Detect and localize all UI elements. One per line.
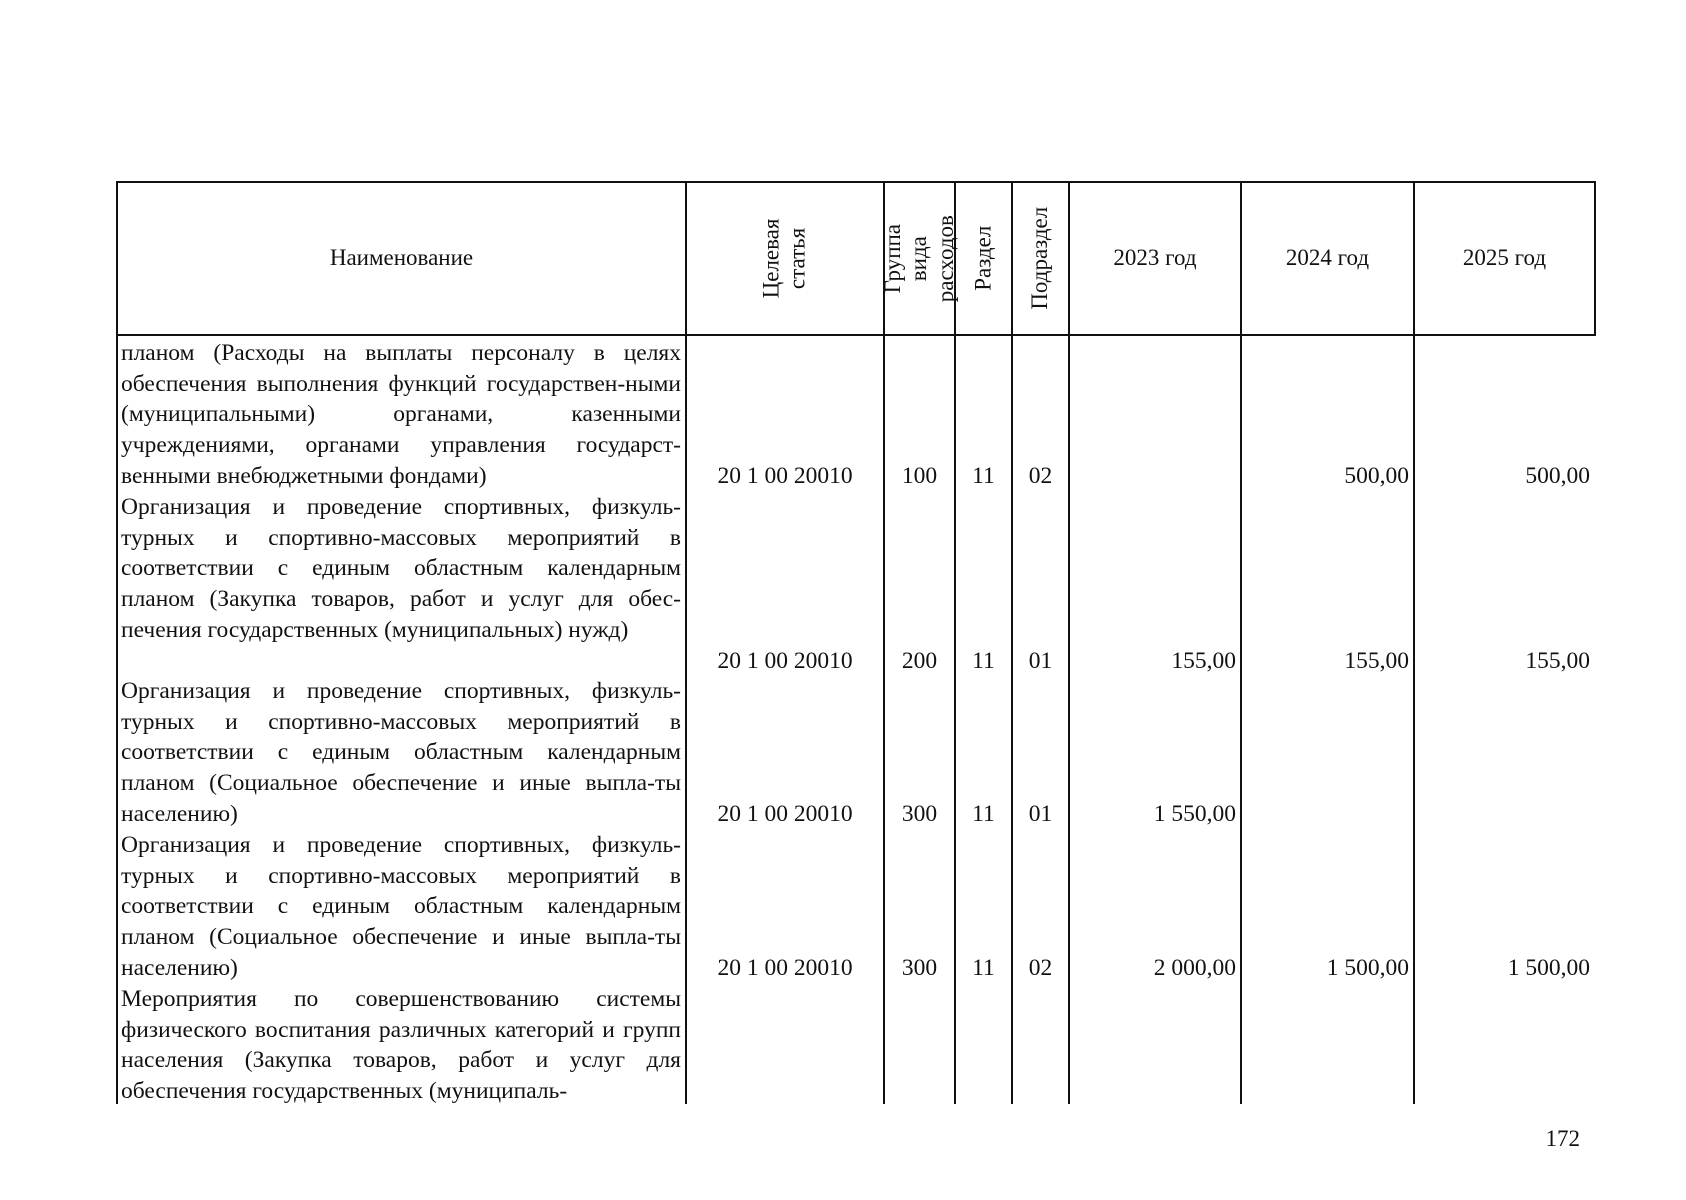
header-year-2025-text: 2025 год	[1462, 245, 1547, 271]
header-year-2024	[1242, 183, 1413, 334]
row-value-2025: 155,00	[1525, 648, 1590, 674]
header-expense-group	[879, 183, 958, 334]
row-value-2024: 500,00	[1344, 463, 1409, 489]
row-value-2025: 1 500,00	[1507, 955, 1590, 981]
row-subsection: 02	[1028, 955, 1053, 981]
header-subsection-text: Подраздел	[1027, 207, 1053, 310]
row-section: 11	[972, 955, 995, 981]
table-row	[116, 984, 1596, 1104]
header-target-article	[687, 183, 883, 334]
row-value-2023: 155,00	[1171, 648, 1236, 674]
row-expense-group: 300	[901, 955, 938, 981]
table-row	[116, 830, 1596, 984]
header-year-2023-text: 2023 год	[1113, 245, 1197, 271]
page-number: 172	[1545, 1126, 1580, 1151]
row-subsection: 02	[1028, 463, 1053, 489]
row-target-article: 20 1 00 20010	[717, 955, 853, 981]
header-section	[956, 183, 1011, 334]
table-border-right	[1594, 181, 1596, 336]
table-row	[116, 338, 1596, 492]
row-section: 11	[972, 801, 995, 827]
row-value-2023: 1 550,00	[1153, 801, 1236, 827]
header-expense-group-text: Группа вида расходов	[879, 214, 958, 303]
row-name: планом (Расходы на выплаты персоналу в целях обеспечения выполнения функций государствен-ными (муниципальными) органами, казенными учреждениями, органами управления государст-венными внебюджетными фондами)	[121, 340, 681, 489]
row-value-2024: 155,00	[1344, 648, 1409, 674]
row-value-2025: 500,00	[1525, 463, 1590, 489]
header-divider	[116, 334, 1596, 336]
header-target-article-text: Целевая статья	[758, 218, 810, 299]
row-expense-group: 100	[901, 463, 938, 489]
row-target-article: 20 1 00 20010	[717, 648, 853, 674]
row-subsection: 01	[1028, 648, 1053, 674]
row-expense-group: 200	[901, 648, 938, 674]
row-section: 11	[972, 648, 995, 674]
header-year-2025	[1415, 183, 1594, 334]
header-name	[118, 183, 685, 334]
row-name: Организация и проведение спортивных, физкуль-турных и спортивно-массовых мероприятий в соответствии с единым областным календарным планом (Социальное обеспечение и иные выпла-ты населению)	[121, 678, 681, 827]
row-name: Организация и проведение спортивных, физкуль-турных и спортивно-массовых мероприятий в соответствии с единым областным календарным планом (Закупка товаров, работ и услуг для обес-печения государственных (муниципальных) нужд)	[121, 494, 681, 643]
row-target-article: 20 1 00 20010	[717, 801, 853, 827]
header-year-2024-text: 2024 год	[1285, 245, 1370, 271]
row-section: 11	[972, 463, 995, 489]
row-value-2023: 2 000,00	[1153, 955, 1236, 981]
header-section-text: Раздел	[970, 225, 996, 292]
header-name-text: Наименование	[329, 245, 474, 271]
header-subsection	[1013, 183, 1068, 334]
row-expense-group: 300	[901, 801, 938, 827]
row-target-article: 20 1 00 20010	[717, 463, 853, 489]
table-row	[116, 676, 1596, 830]
row-value-2024: 1 500,00	[1326, 955, 1409, 981]
row-subsection: 01	[1028, 801, 1053, 827]
table-row	[116, 492, 1596, 676]
row-name: Мероприятия по совершенствованию системы физического воспитания различных категорий и групп населения (Закупка товаров, работ и услуг для обеспечения государственных (муниципаль-	[121, 986, 681, 1104]
budget-table	[116, 181, 1596, 1104]
row-name: Организация и проведение спортивных, физкуль-турных и спортивно-массовых мероприятий в соответствии с единым областным календарным планом (Социальное обеспечение и иные выпла-ты населению)	[121, 832, 681, 981]
header-year-2023	[1070, 183, 1240, 334]
